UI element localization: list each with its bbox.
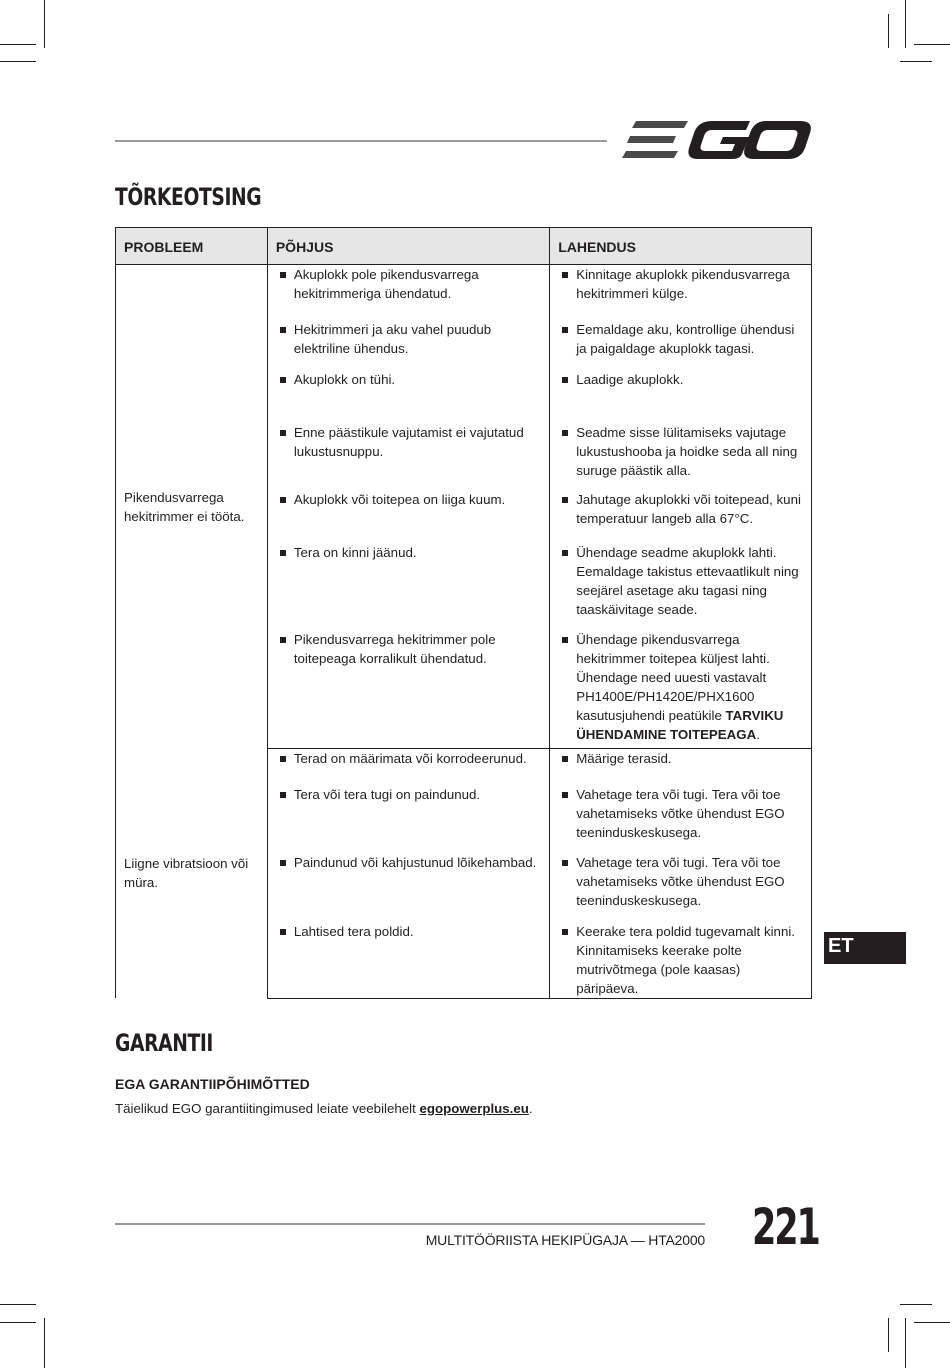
cause-item: Akuplokk või toitepea on liiga kuum. xyxy=(268,490,549,509)
header-rule xyxy=(115,140,607,142)
solution-item: Vahetage tera või tugi. Tera või toe vahetamiseks võtke ühendust EGO teeninduskeskusega. xyxy=(550,853,811,910)
bullet-square-icon xyxy=(562,637,568,643)
bullet-square-icon xyxy=(280,860,286,866)
crop-mark xyxy=(888,1318,889,1352)
warranty-subtitle: EGA GARANTIIPÕHIMÕTTED xyxy=(115,1076,310,1092)
crop-mark xyxy=(44,1318,45,1368)
solution-item: Ühendage pikendusvarrega hekitrimmer toitepea küljest lahti. Ühendage need uuesti vastavalt PH1400E/PH1420E/PHX1600 kasutusjuhendi peatükile TARVIKU ÜHENDAMINE TOITEPEAGA. xyxy=(550,630,811,744)
page-number: 221 xyxy=(752,1198,819,1256)
bullet-square-icon xyxy=(562,327,568,333)
cause-item: Akuplokk pole pikendusvarrega hekitrimmeriga ühendatud. xyxy=(268,265,549,303)
troubleshooting-table xyxy=(115,227,812,999)
bullet-square-icon xyxy=(280,377,286,383)
crop-mark xyxy=(905,1318,906,1368)
bullet-square-icon xyxy=(562,272,568,278)
problem-cell xyxy=(116,265,268,749)
cause-item: Terad on määrimata või korrodeerunud. xyxy=(268,749,549,768)
bullet-square-icon xyxy=(280,756,286,762)
language-tab: ET xyxy=(824,932,906,964)
problem-text: Pikendusvarrega hekitrimmer ei tööta. xyxy=(124,489,245,524)
solution-item: Määrige terasid. xyxy=(550,749,811,768)
solution-item: Keerake tera poldid tugevamalt kinni. Kinnitamiseks keerake polte mutrivõtmega (pole kaasas) päripäeva. xyxy=(550,922,811,998)
crop-mark xyxy=(900,1304,932,1305)
table-row xyxy=(116,265,812,315)
ego-logo xyxy=(622,118,812,162)
footer-title: MULTITÖÖRIISTA HEKIPÜGAJA — HTA2000 xyxy=(425,1232,705,1248)
cause-item: Hekitrimmeri ja aku vahel puudub elektriline ühendus. xyxy=(268,320,549,358)
bullet-square-icon xyxy=(280,550,286,556)
crop-mark xyxy=(44,0,45,48)
bullet-square-icon xyxy=(280,792,286,798)
warranty-text: Täielikud EGO garantiitingimused leiate veebilehelt egopowerplus.eu. xyxy=(115,1101,533,1116)
crop-mark xyxy=(0,1304,36,1305)
solution-item: Eemaldage aku, kontrollige ühendusi ja paigaldage akuplokk tagasi. xyxy=(550,320,811,358)
column-header-cause: PÕHJUS xyxy=(267,228,549,265)
bullet-square-icon xyxy=(562,430,568,436)
bullet-square-icon xyxy=(562,756,568,762)
bullet-square-icon xyxy=(562,792,568,798)
crop-mark xyxy=(888,14,889,48)
crop-mark xyxy=(905,0,906,48)
crop-mark xyxy=(0,1322,36,1323)
bullet-square-icon xyxy=(562,377,568,383)
solution-item: Laadige akuplokk. xyxy=(550,370,811,389)
troubleshooting-title: TÕRKEOTSING xyxy=(115,183,262,211)
cause-item: Pikendusvarrega hekitrimmer pole toitepeaga korralikult ühendatud. xyxy=(268,630,549,668)
bullet-square-icon xyxy=(562,860,568,866)
cause-item: Tera on kinni jäänud. xyxy=(268,543,549,562)
solution-item: Seadme sisse lülitamiseks vajutage lukustushooba ja hoidke seda all ning suruge päästik alla. xyxy=(550,423,811,480)
bullet-square-icon xyxy=(280,637,286,643)
warranty-title: GARANTII xyxy=(115,1029,214,1057)
cause-item: Enne päästikule vajutamist ei vajutatud lukustusnuppu. xyxy=(268,423,549,461)
bullet-square-icon xyxy=(562,929,568,935)
footer-rule xyxy=(115,1223,705,1225)
bullet-square-icon xyxy=(280,272,286,278)
bullet-square-icon xyxy=(280,497,286,503)
crop-mark xyxy=(0,44,36,45)
crop-mark xyxy=(914,1322,950,1323)
cause-item: Paindunud või kahjustunud lõikehambad. xyxy=(268,853,549,872)
crop-mark xyxy=(914,44,950,45)
bullet-square-icon xyxy=(280,430,286,436)
warranty-link[interactable]: egopowerplus.eu xyxy=(419,1101,529,1116)
cause-item: Lahtised tera poldid. xyxy=(268,922,549,941)
bullet-square-icon xyxy=(562,497,568,503)
bullet-square-icon xyxy=(280,929,286,935)
bullet-square-icon xyxy=(280,327,286,333)
column-header-solution: LAHENDUS xyxy=(550,228,812,265)
column-header-problem: PROBLEEM xyxy=(116,228,268,265)
solution-item: Ühendage seadme akuplokk lahti. Eemaldage takistus ettevaatlikult ning seejärel asetage aku tagasi ning taaskäivitage seade. xyxy=(550,543,811,619)
solution-bold-ref: TARVIKU ÜHENDAMINE TOITEPEAGA xyxy=(576,707,784,742)
solution-item: Kinnitage akuplokk pikendusvarrega hekitrimmeri külge. xyxy=(550,265,811,303)
cause-item: Akuplokk on tühi. xyxy=(268,370,549,389)
solution-item: Jahutage akuplokki või toitepead, kuni temperatuur langeb alla 67°C. xyxy=(550,490,811,528)
table-row xyxy=(116,749,812,780)
problem-text: Liigne vibratsioon või müra. xyxy=(124,856,249,891)
bullet-square-icon xyxy=(562,550,568,556)
solution-item: Vahetage tera või tugi. Tera või toe vahetamiseks võtke ühendust EGO teeninduskeskusega. xyxy=(550,785,811,842)
problem-cell xyxy=(116,749,268,999)
crop-mark xyxy=(900,61,932,62)
crop-mark xyxy=(0,61,36,62)
cause-item: Tera või tera tugi on paindunud. xyxy=(268,785,549,804)
